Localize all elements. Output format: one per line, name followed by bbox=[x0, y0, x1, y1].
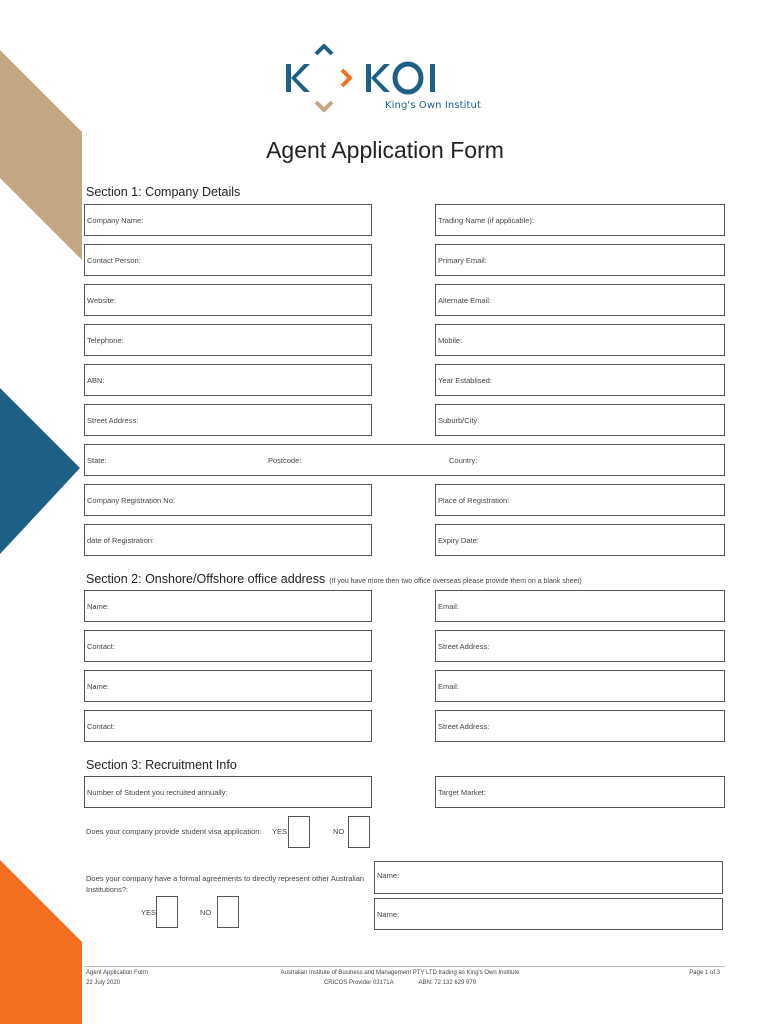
teal-chevron-shape bbox=[0, 388, 90, 558]
office1-name-label: Name: bbox=[87, 601, 110, 611]
logo-tagline: King's Own Institut bbox=[385, 100, 482, 111]
footer-company: Australian Institute of Business and Management PTY LTD trading as King's Own Institute bbox=[280, 970, 520, 976]
expiry-date-label: Expiry Date: bbox=[438, 535, 479, 545]
agreement-no-checkbox[interactable] bbox=[217, 896, 239, 928]
abn-label: ABN: bbox=[87, 375, 105, 385]
target-market-field[interactable] bbox=[435, 776, 725, 808]
visa-question: Does your company provide student visa application: bbox=[86, 827, 262, 836]
institution-name-1-label: Name: bbox=[377, 871, 400, 880]
postcode-label: Postcode: bbox=[268, 455, 302, 465]
office2-contact-label: Contact: bbox=[87, 721, 115, 731]
visa-no-checkbox[interactable] bbox=[348, 816, 370, 848]
year-established-label: Year Establised: bbox=[438, 375, 492, 385]
office1-name-field[interactable] bbox=[84, 590, 372, 622]
place-of-registration-field[interactable] bbox=[435, 484, 725, 516]
alternate-email-field[interactable] bbox=[435, 284, 725, 316]
trading-name-label: Trading Name (if applicable): bbox=[438, 215, 535, 225]
visa-yes-checkbox[interactable] bbox=[288, 816, 310, 848]
office2-email-label: Email: bbox=[438, 681, 459, 691]
students-recruited-field[interactable] bbox=[84, 776, 372, 808]
primary-email-label: Primary Email: bbox=[438, 255, 487, 265]
company-name-field[interactable] bbox=[84, 204, 372, 236]
mobile-label: Mobile: bbox=[438, 335, 463, 345]
abn-field[interactable] bbox=[84, 364, 372, 396]
website-field[interactable] bbox=[84, 284, 372, 316]
contact-person-label: Contact Person: bbox=[87, 255, 141, 265]
office1-street-address-field[interactable] bbox=[435, 630, 725, 662]
date-of-registration-label: date of Registration: bbox=[87, 535, 155, 545]
page-title: Agent Application Form bbox=[266, 137, 504, 163]
company-registration-label: Company Registration No: bbox=[87, 495, 175, 505]
footer-center bbox=[250, 968, 550, 988]
target-market-label: Target Market: bbox=[438, 787, 486, 797]
institution-name-2-field[interactable] bbox=[374, 898, 723, 930]
section-2-heading bbox=[86, 572, 582, 586]
footer-cricos: CRICOS Provider 03171A bbox=[323, 980, 394, 986]
telephone-field[interactable] bbox=[84, 324, 372, 356]
visa-no-label: NO bbox=[333, 827, 345, 836]
orange-corner-shape bbox=[0, 860, 90, 1030]
office1-email-field[interactable] bbox=[435, 590, 725, 622]
office2-email-field[interactable] bbox=[435, 670, 725, 702]
institution-name-1-field[interactable] bbox=[374, 861, 723, 894]
footer-doc-name: Agent Application Form bbox=[86, 970, 149, 976]
institution-name-2-label: Name: bbox=[377, 909, 400, 919]
trading-name-field[interactable] bbox=[435, 204, 725, 236]
footer-left bbox=[86, 968, 148, 988]
footer-abn: ABN: 72 132 629 979 bbox=[418, 980, 477, 986]
office1-contact-field[interactable] bbox=[84, 630, 372, 662]
place-of-registration-label: Place of Registration: bbox=[438, 495, 510, 505]
agreement-yes-label: YES bbox=[141, 908, 157, 917]
contact-person-field[interactable] bbox=[84, 244, 372, 276]
footer-date: 22 July 2020 bbox=[86, 980, 121, 986]
country-label: Country: bbox=[449, 455, 478, 465]
office2-street-address-field[interactable] bbox=[435, 710, 725, 742]
office2-street-address-label: Street Address: bbox=[438, 721, 490, 731]
section-2-note: (If you have more then two office overseas please provide them on a blank sheet) bbox=[329, 578, 582, 585]
section-3-heading: Section 3: Recruitment Info bbox=[86, 758, 237, 772]
state-label: State: bbox=[87, 455, 107, 465]
company-name-label: Company Name: bbox=[87, 215, 144, 225]
office1-contact-label: Contact: bbox=[87, 641, 115, 651]
primary-email-field[interactable] bbox=[435, 244, 725, 276]
office2-contact-field[interactable] bbox=[84, 710, 372, 742]
suburb-city-label: Suburb/City: bbox=[438, 415, 480, 425]
alternate-email-label: Alternate Email: bbox=[438, 295, 491, 305]
office1-street-address-label: Street Address: bbox=[438, 641, 490, 651]
state-postcode-country-field[interactable] bbox=[84, 444, 725, 476]
office2-name-field[interactable] bbox=[84, 670, 372, 702]
section-1-heading: Section 1: Company Details bbox=[86, 185, 241, 199]
visa-yes-label: YES bbox=[272, 827, 288, 836]
mobile-field[interactable] bbox=[435, 324, 725, 356]
section-2-title: Section 2: Onshore/Offshore office address bbox=[86, 572, 326, 586]
agreement-question: Does your company have a formal agreements to directly represent other Australian Institutions?: bbox=[86, 874, 365, 894]
footer-page: Page 1 of 3 bbox=[689, 970, 720, 976]
street-address-field[interactable] bbox=[84, 404, 372, 436]
company-registration-field[interactable] bbox=[84, 484, 372, 516]
agreement-no-label: NO bbox=[200, 908, 212, 917]
students-recruited-label: Number of Student you recruited annually: bbox=[87, 787, 228, 797]
telephone-label: Telephone: bbox=[87, 335, 124, 345]
suburb-city-field[interactable] bbox=[435, 404, 725, 436]
office2-name-label: Name: bbox=[87, 681, 110, 691]
agreement-yes-checkbox[interactable] bbox=[156, 896, 178, 928]
year-established-field[interactable] bbox=[435, 364, 725, 396]
date-of-registration-field[interactable] bbox=[84, 524, 372, 556]
street-address-label: Street Address: bbox=[87, 415, 139, 425]
expiry-date-field[interactable] bbox=[435, 524, 725, 556]
office1-email-label: Email: bbox=[438, 601, 459, 611]
footer-divider bbox=[84, 966, 725, 967]
website-label: Website: bbox=[87, 295, 117, 305]
